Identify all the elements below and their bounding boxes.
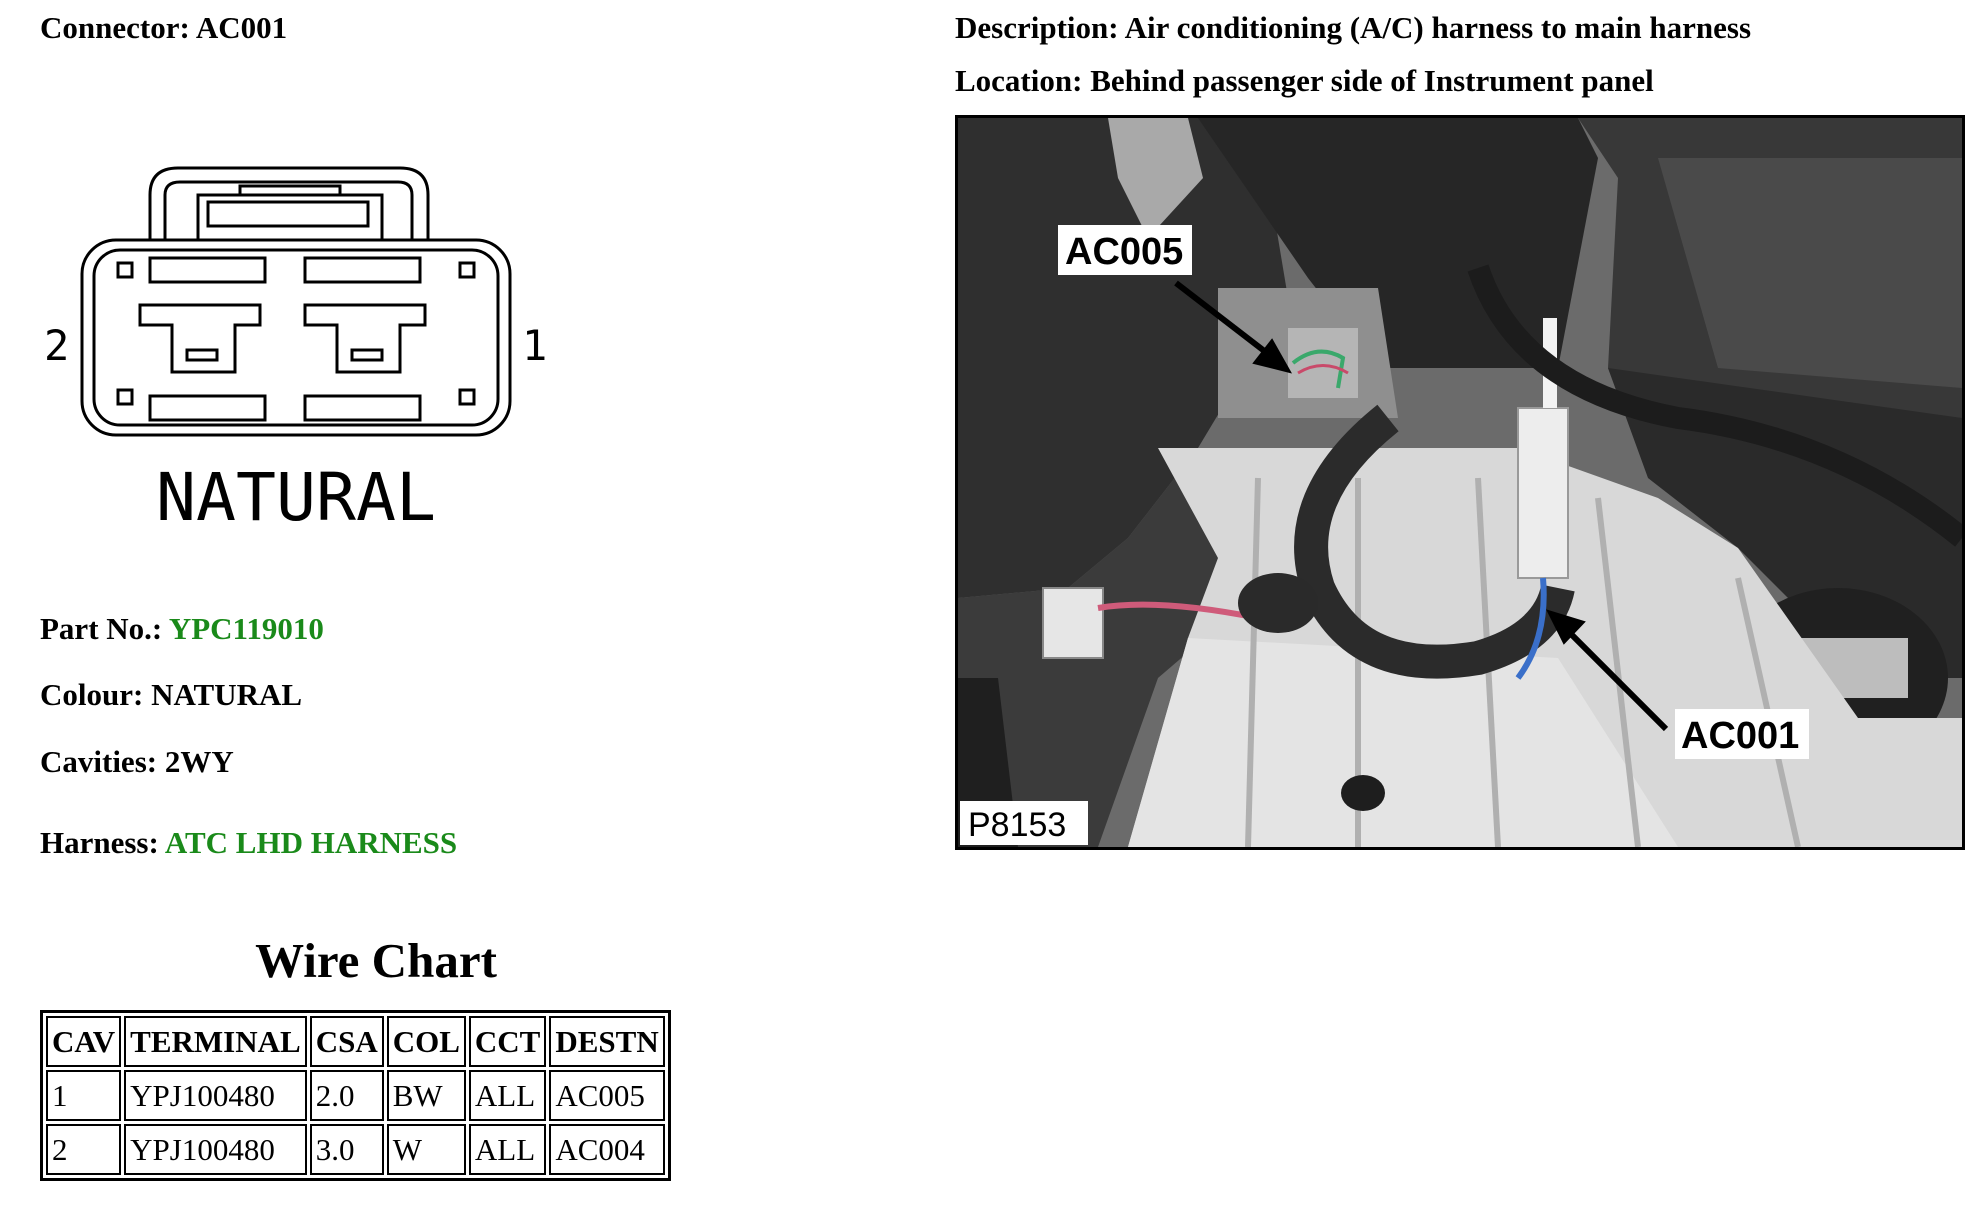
cell-cct: ALL (469, 1124, 546, 1175)
wire-chart-table (40, 1010, 671, 1181)
location-value: Behind passenger side of Instrument panel (1090, 63, 1654, 98)
description-line (955, 12, 1751, 43)
table-row (46, 1070, 665, 1121)
cell-csa: 3.0 (310, 1124, 384, 1175)
connector-pinout-diagram (30, 150, 550, 550)
description-value: Air conditioning (A/C) harness to main harness (1124, 10, 1752, 45)
connector-label: Connector: (40, 10, 190, 45)
header-cav: CAV (46, 1016, 121, 1067)
header-destn: DESTN (549, 1016, 664, 1067)
cavity-2 (140, 305, 260, 372)
connector-line (40, 12, 287, 43)
cell-csa: 2.0 (310, 1070, 384, 1121)
cavities-line (40, 746, 234, 777)
cavities-value: 2WY (164, 744, 234, 779)
photo-callout-ac001: AC001 (1681, 715, 1800, 757)
part-number-line (40, 613, 324, 644)
header-csa: CSA (310, 1016, 384, 1067)
wire-chart-title: Wire Chart (255, 933, 497, 988)
photo-id-label: P8153 (968, 806, 1067, 844)
housing-inner (94, 250, 498, 425)
part-number-link[interactable]: YPC119010 (168, 611, 324, 646)
cell-col: BW (387, 1070, 466, 1121)
colour-line (40, 679, 302, 710)
location-label: Location: (955, 63, 1083, 98)
colour-label: Colour: (40, 677, 144, 712)
part-number-label: Part No.: (40, 611, 163, 646)
location-line (955, 65, 1654, 96)
pin-left-label: 2 (44, 321, 70, 370)
header-terminal: TERMINAL (124, 1016, 307, 1067)
header-cct: CCT (469, 1016, 546, 1067)
location-photo (955, 115, 1965, 850)
connector-value: AC001 (195, 10, 288, 45)
harness-line (40, 827, 457, 858)
cell-cct: ALL (469, 1070, 546, 1121)
header-col: COL (387, 1016, 466, 1067)
cell-col: W (387, 1124, 466, 1175)
table-row (46, 1124, 665, 1175)
housing-outer (82, 240, 510, 435)
photo-callout-ac005: AC005 (1065, 231, 1184, 273)
cavity-1 (305, 305, 425, 372)
description-label: Description: (955, 10, 1119, 45)
cell-destn: AC005 (549, 1070, 664, 1121)
cell-cav: 1 (46, 1070, 121, 1121)
latch-outer (150, 168, 428, 240)
pinout-colour-text: NATURAL (156, 459, 436, 536)
cell-destn: AC004 (549, 1124, 664, 1175)
cavities-label: Cavities: (40, 744, 158, 779)
cell-terminal: YPJ100480 (124, 1070, 307, 1121)
latch-inner (165, 182, 412, 240)
table-header-row (46, 1016, 665, 1067)
harness-label: Harness: (40, 825, 159, 860)
cell-terminal: YPJ100480 (124, 1124, 307, 1175)
cell-cav: 2 (46, 1124, 121, 1175)
pin-right-label: 1 (522, 321, 548, 370)
harness-link[interactable]: ATC LHD HARNESS (164, 825, 458, 860)
colour-value: NATURAL (151, 677, 303, 712)
